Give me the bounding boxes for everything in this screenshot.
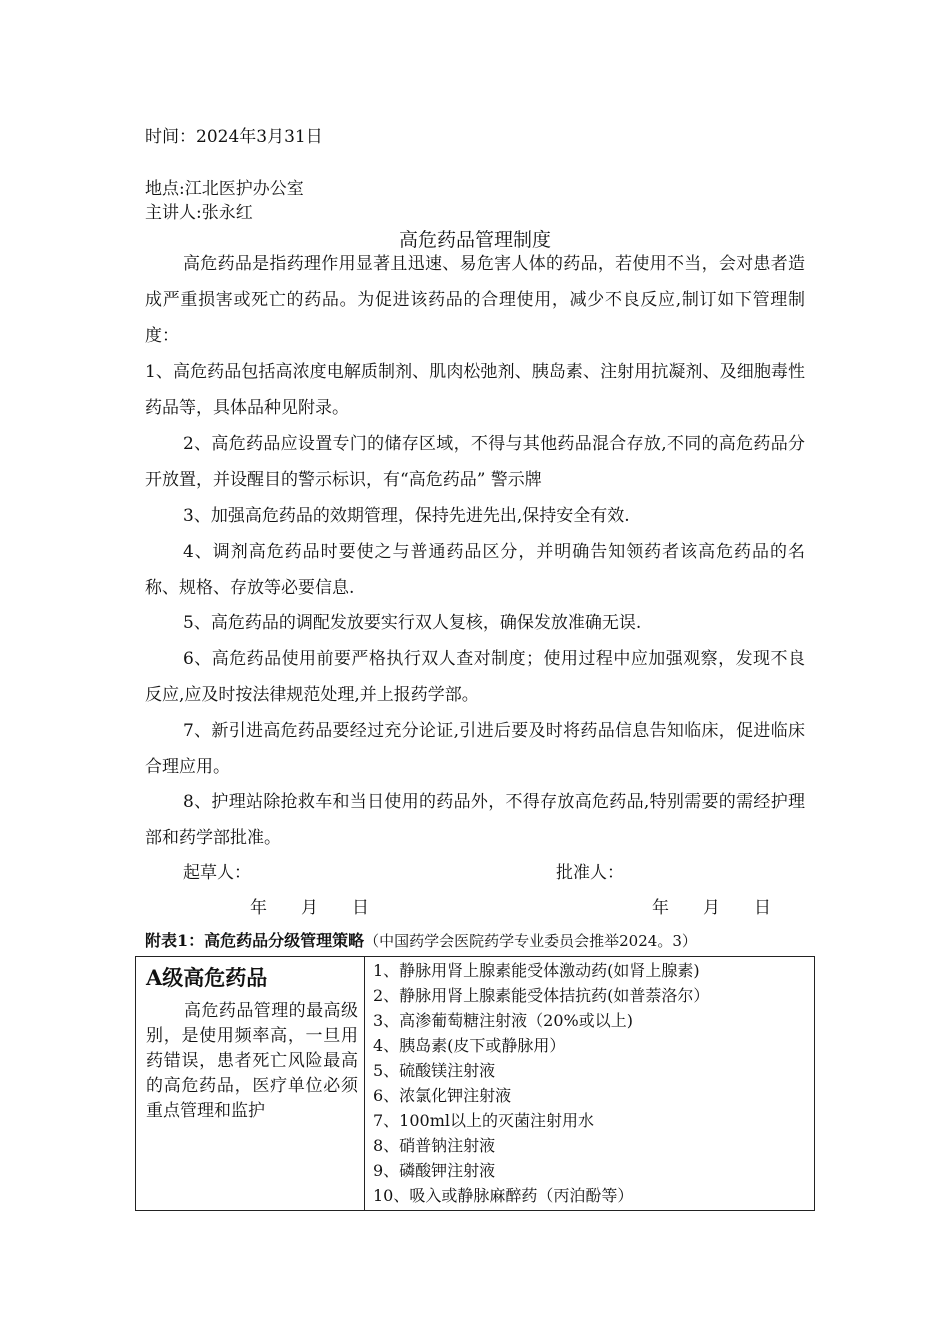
appendix-caption-source: （中国药学会医院药学专业委员会推举2024。3） bbox=[364, 932, 697, 950]
approver-label: 批准人： bbox=[556, 863, 624, 883]
approver-date: 年 月 日 bbox=[652, 898, 771, 918]
rule-2: 2、高危药品应设置专门的储存区域，不得与其他药品混合存放,不同的高危药品分开放置，并设醒目的警示标识，有“高危药品” 警示牌 bbox=[145, 434, 805, 490]
list-item: 8、硝普钠注射液 bbox=[373, 1136, 496, 1155]
list-item: 5、硫酸镁注射液 bbox=[373, 1061, 496, 1080]
rule-6: 6、高危药品使用前要严格执行双人查对制度；使用过程中应加强观察，发现不良反应,应及时按法律规范处理,并上报药学部。 bbox=[145, 649, 805, 705]
rule-1: 1、高危药品包括高浓度电解质制剂、肌肉松弛剂、胰岛素、注射用抗凝剂、及细胞毒性药品等，具体品种见附录。 bbox=[145, 362, 805, 418]
rule-7: 7、新引进高危药品要经过充分论证,引进后要及时将药品信息告知临床，促进临床合理应用。 bbox=[145, 721, 805, 777]
drafter-date: 年 月 日 bbox=[250, 898, 369, 918]
meeting-place: 地点:江北医护办公室 bbox=[145, 179, 304, 199]
table-row bbox=[136, 957, 815, 1211]
list-item: 9、磷酸钾注射液 bbox=[373, 1161, 496, 1180]
meeting-speaker: 主讲人:张永红 bbox=[145, 203, 253, 223]
rule-8: 8、护理站除抢救车和当日使用的药品外，不得存放高危药品,特别需要的需经护理部和药学部批准。 bbox=[145, 792, 805, 848]
intro-paragraph: 高危药品是指药理作用显著且迅速、易危害人体的药品，若使用不当，会对患者造成严重损害或死亡的药品。为促进该药品的合理使用，减少不良反应,制订如下管理制度： bbox=[145, 254, 805, 346]
rule-5: 5、高危药品的调配发放要实行双人复核，确保发放准确无误. bbox=[183, 613, 642, 633]
appendix-caption-title: 附表1：高危药品分级管理策略 bbox=[145, 931, 365, 950]
level-title: A级高危药品 bbox=[146, 965, 268, 990]
document-title: 高危药品管理制度 bbox=[398, 229, 551, 251]
level-description: 高危药品管理的最高级别，是使用频率高，一旦用药错误，患者死亡风险最高的高危药品，医疗单位必须重点管理和监护 bbox=[146, 1001, 358, 1121]
list-item: 3、高渗葡萄糖注射液（20%或以上) bbox=[373, 1011, 633, 1030]
level-cell bbox=[136, 957, 365, 1211]
meeting-time: 时间：2024年3月31日 bbox=[145, 127, 323, 147]
items-cell bbox=[365, 957, 815, 1211]
drafter-label: 起草人： bbox=[183, 863, 251, 883]
appendix-caption bbox=[145, 931, 697, 951]
appendix-table bbox=[135, 956, 815, 1211]
list-item: 7、100ml以上的灭菌注射用水 bbox=[373, 1111, 595, 1130]
drug-list bbox=[365, 957, 814, 1210]
list-item: 2、静脉用肾上腺素能受体拮抗药(如普萘洛尔） bbox=[373, 986, 710, 1005]
list-item: 1、静脉用肾上腺素能受体激动药(如肾上腺素) bbox=[373, 961, 700, 980]
rule-3: 3、加强高危药品的效期管理，保持先进先出,保持安全有效. bbox=[183, 506, 630, 526]
rule-4: 4、调剂高危药品时要使之与普通药品区分，并明确告知领药者该高危药品的名称、规格、存放等必要信息. bbox=[145, 542, 805, 598]
list-item: 6、浓氯化钾注射液 bbox=[373, 1086, 512, 1105]
list-item: 4、胰岛素(皮下或静脉用） bbox=[373, 1036, 566, 1055]
list-item: 10、吸入或静脉麻醉药（丙泊酚等） bbox=[373, 1186, 634, 1205]
